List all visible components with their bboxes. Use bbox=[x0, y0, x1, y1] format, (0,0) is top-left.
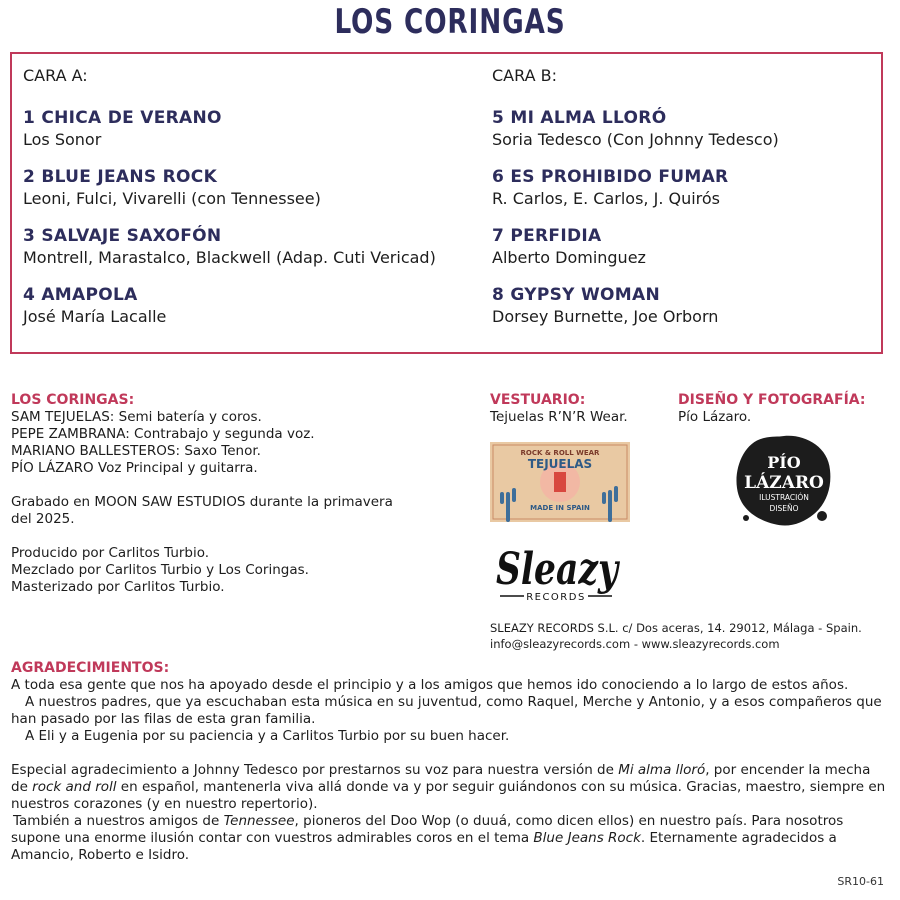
thanks-paragraph bbox=[11, 762, 889, 813]
track bbox=[23, 167, 436, 209]
production-credit: Mezclado por Carlitos Turbio y Los Coringas. bbox=[11, 562, 309, 578]
band-member: SAM TEJUELAS: Semi batería y coros. bbox=[11, 409, 262, 425]
track-credit: R. Carlos, E. Carlos, J. Quirós bbox=[492, 189, 721, 208]
track-title: 8 GYPSY WOMAN bbox=[492, 285, 660, 305]
track-title: 2 BLUE JEANS ROCK bbox=[23, 167, 218, 187]
side-b bbox=[492, 66, 779, 344]
design-text: Pío Lázaro. bbox=[678, 409, 752, 425]
pio-logo-line: LÁZARO bbox=[744, 473, 824, 493]
text-run: en español, mantenerla viva allá donde va y por seguir guiándonos con su música. Gracias, maestro, siempre en nuestros corazones (y en nuestro repertorio). bbox=[11, 779, 886, 812]
band-name: Tennessee bbox=[223, 813, 295, 829]
tejuelas-tagline: ROCK & ROLL WEAR bbox=[520, 449, 600, 457]
tejuelas-origin: MADE IN SPAIN bbox=[530, 504, 590, 512]
track bbox=[492, 285, 779, 327]
tejuelas-logo bbox=[490, 442, 630, 522]
sleazy-wordmark: Sleazy bbox=[496, 544, 621, 595]
pio-logo-line: PÍO bbox=[767, 453, 801, 472]
genre-name: rock and roll bbox=[32, 779, 117, 795]
catalog-number: SR10-61 bbox=[837, 875, 884, 888]
album-title: LOS CORINGAS bbox=[334, 2, 566, 42]
sleazy-subtitle: RECORDS bbox=[526, 592, 586, 603]
design-heading: DISEÑO Y FOTOGRAFÍA: bbox=[678, 392, 866, 408]
design-credit bbox=[678, 392, 865, 426]
wardrobe-text: Tejuelas R’N’R Wear. bbox=[490, 409, 628, 425]
track bbox=[23, 285, 436, 327]
track-credit: Soria Tedesco (Con Johnny Tedesco) bbox=[492, 130, 779, 149]
wardrobe-credit bbox=[490, 392, 628, 426]
band-heading: LOS CORINGAS: bbox=[11, 392, 135, 408]
text-run: . Eternamente agradecidos a Amancio, Roberto e Isidro. bbox=[11, 830, 837, 863]
acknowledgements bbox=[11, 660, 889, 864]
song-title: Blue Jeans Rock bbox=[533, 830, 641, 846]
label-address: SLEAZY RECORDS S.L. c/ Dos aceras, 14. 29012, Málaga - Spain. bbox=[490, 621, 862, 635]
track-credit: Leoni, Fulci, Vivarelli (con Tennessee) bbox=[23, 189, 321, 208]
thanks-paragraph: A nuestros padres, que ya escuchaban esta música en su juventud, como Raquel, Merche y Antonio, y a esos compañeros que han pasado por las filas de esta gran familia. bbox=[11, 694, 882, 727]
text-run: También a nuestros amigos de bbox=[13, 813, 224, 829]
side-a-label: CARA A: bbox=[23, 66, 88, 85]
side-a bbox=[23, 66, 436, 344]
track-title: 6 ES PROHIBIDO FUMAR bbox=[492, 167, 729, 187]
thanks-paragraph: A Eli y a Eugenia por su paciencia y a Carlitos Turbio por su buen hacer. bbox=[25, 728, 510, 744]
track bbox=[23, 226, 436, 268]
track-title: 5 MI ALMA LLORÓ bbox=[492, 108, 667, 128]
production-credit: Masterizado por Carlitos Turbio. bbox=[11, 579, 225, 595]
track-credit: Los Sonor bbox=[23, 130, 102, 149]
track bbox=[492, 108, 779, 150]
thanks-paragraph bbox=[11, 813, 889, 864]
thanks-heading: AGRADECIMIENTOS: bbox=[11, 660, 170, 676]
recording-note: del 2025. bbox=[11, 511, 75, 527]
pio-logo-line: ILUSTRACIÓN bbox=[759, 493, 809, 502]
band-member: PEPE ZAMBRANA: Contrabajo y segunda voz. bbox=[11, 426, 315, 442]
track-title: 4 AMAPOLA bbox=[23, 285, 138, 305]
pio-lazaro-logo bbox=[732, 432, 836, 530]
track bbox=[492, 167, 779, 209]
label-contact: info@sleazyrecords.com - www.sleazyrecords.com bbox=[490, 637, 780, 651]
side-b-label: CARA B: bbox=[492, 66, 557, 85]
track-title: 3 SALVAJE SAXOFÓN bbox=[23, 226, 222, 246]
track bbox=[492, 226, 779, 268]
pio-logo-line: DISEÑO bbox=[769, 504, 799, 513]
text-run: , por encender la mecha de bbox=[11, 762, 871, 795]
recording-note: Grabado en MOON SAW ESTUDIOS durante la primavera bbox=[11, 494, 393, 510]
tracklist-box bbox=[10, 52, 883, 354]
text-run: , pioneros del Doo Wop (o duuá, como dicen ellos) en nuestro país. Para nosotros supone una enorme ilusión contar con vuestros admirables coros en el tema bbox=[11, 813, 844, 846]
track-title: 7 PERFIDIA bbox=[492, 226, 602, 246]
label-info bbox=[490, 620, 862, 652]
band-member: PÍO LÁZARO Voz Principal y guitarra. bbox=[11, 460, 258, 476]
thanks-paragraph: A toda esa gente que nos ha apoyado desde el principio y a los amigos que hemos ido conociendo a lo largo de estos años. bbox=[11, 677, 849, 693]
text-run: Especial agradecimiento a Johnny Tedesco por prestarnos su voz para nuestra versión de bbox=[11, 762, 619, 778]
track-credit: José María Lacalle bbox=[23, 307, 167, 326]
tejuelas-name: TEJUELAS bbox=[527, 457, 593, 471]
band-member: MARIANO BALLESTEROS: Saxo Tenor. bbox=[11, 443, 261, 459]
production-credit: Producido por Carlitos Turbio. bbox=[11, 545, 210, 561]
wardrobe-heading: VESTUARIO: bbox=[490, 392, 586, 408]
track bbox=[23, 108, 436, 150]
track-credit: Alberto Dominguez bbox=[492, 248, 646, 267]
song-title: Mi alma lloró bbox=[618, 762, 706, 778]
track-credit: Dorsey Burnette, Joe Orborn bbox=[492, 307, 719, 326]
sleazy-records-logo bbox=[490, 532, 622, 612]
track-credit: Montrell, Marastalco, Blackwell (Adap. Cuti Vericad) bbox=[23, 248, 436, 267]
band-credits bbox=[11, 392, 481, 596]
track-title: 1 CHICA DE VERANO bbox=[23, 108, 222, 128]
